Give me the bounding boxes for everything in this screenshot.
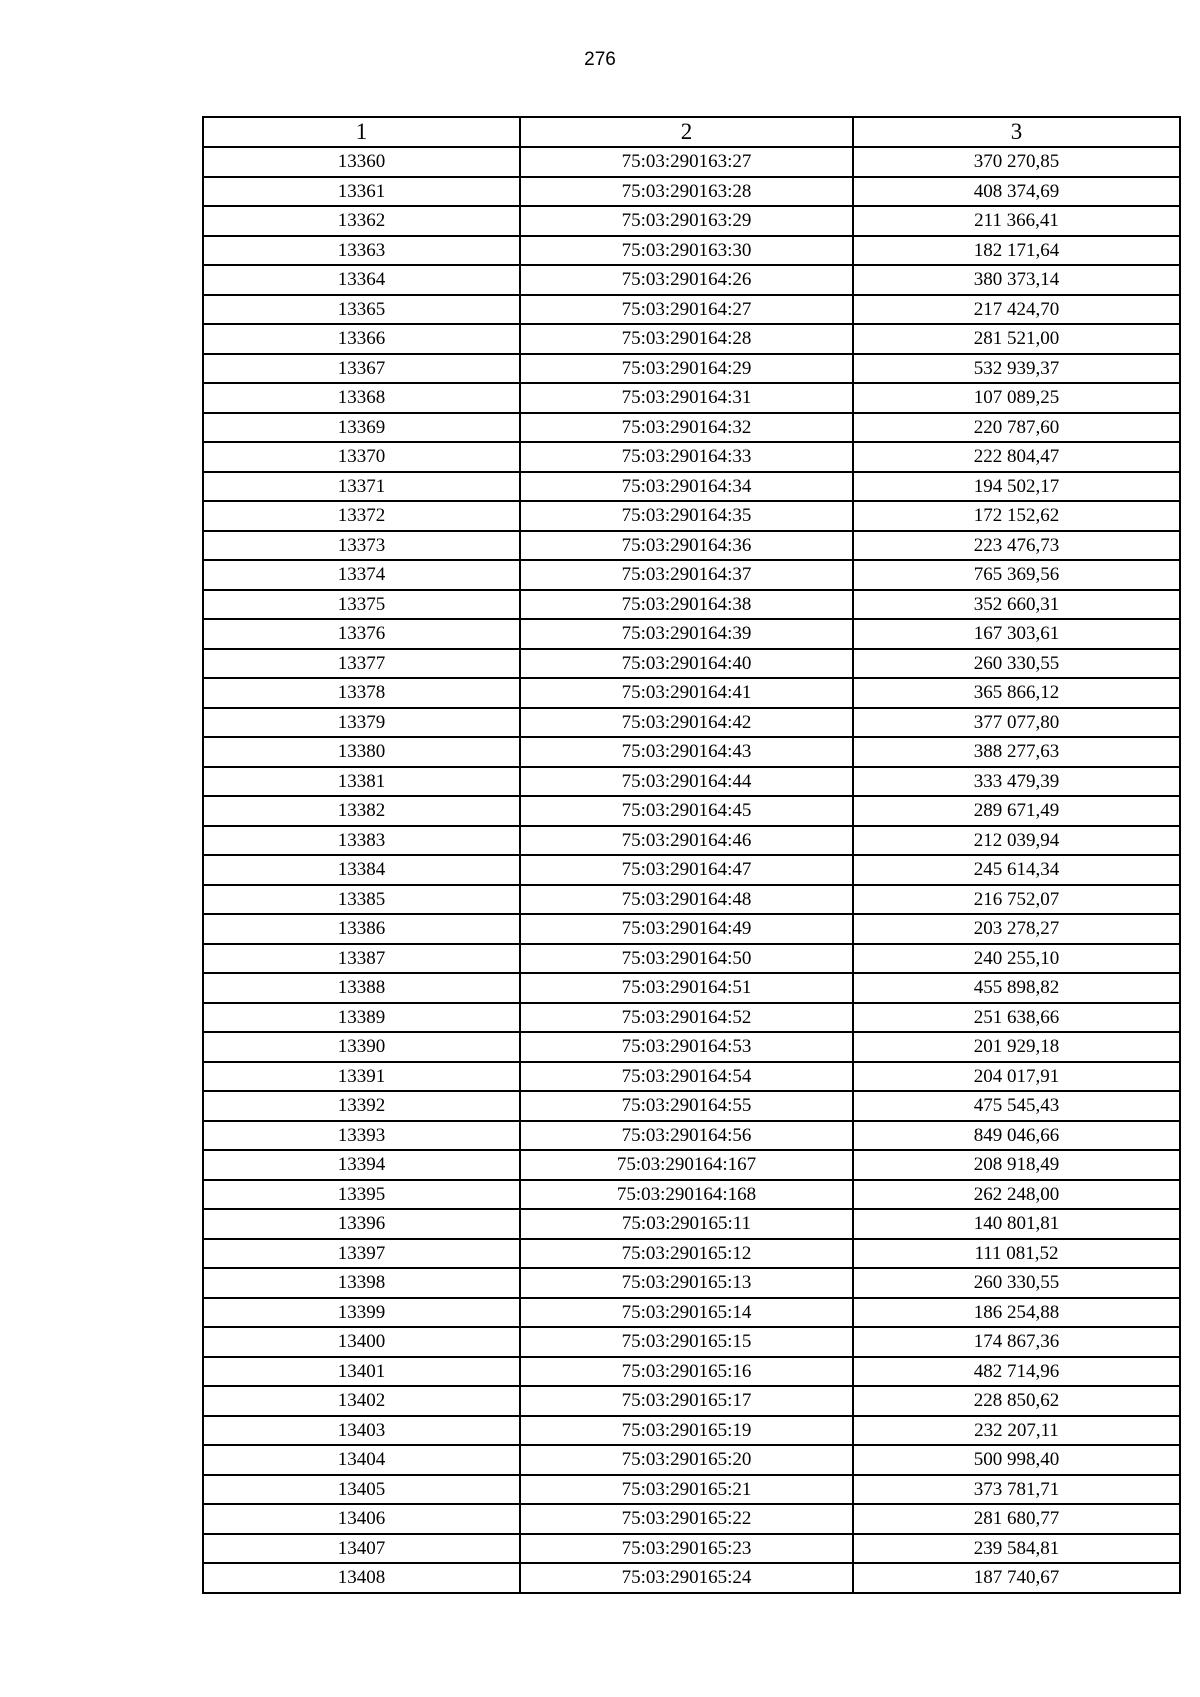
row-number-cell: 13375 [203,590,520,620]
table-row [203,619,1180,649]
table-row [203,767,1180,797]
cadastral-number-cell: 75:03:290163:30 [520,236,853,266]
table-row [203,177,1180,207]
value-cell: 455 898,82 [853,973,1180,1003]
row-number-cell: 13360 [203,147,520,177]
row-number-cell: 13408 [203,1563,520,1593]
table-row [203,1209,1180,1239]
table-row [203,1268,1180,1298]
table-row [203,1298,1180,1328]
value-cell: 182 171,64 [853,236,1180,266]
row-number-cell: 13404 [203,1445,520,1475]
cadastral-number-cell: 75:03:290164:46 [520,826,853,856]
table-row [203,1003,1180,1033]
row-number-cell: 13388 [203,973,520,1003]
value-cell: 232 207,11 [853,1416,1180,1446]
table-row [203,1239,1180,1269]
row-number-cell: 13397 [203,1239,520,1269]
row-number-cell: 13406 [203,1504,520,1534]
row-number-cell: 13376 [203,619,520,649]
cadastral-number-cell: 75:03:290164:32 [520,413,853,443]
cadastral-number-cell: 75:03:290164:33 [520,442,853,472]
table-row [203,1032,1180,1062]
cadastral-number-cell: 75:03:290164:167 [520,1150,853,1180]
table-row [203,265,1180,295]
cadastral-number-cell: 75:03:290165:23 [520,1534,853,1564]
value-cell: 370 270,85 [853,147,1180,177]
table-row [203,678,1180,708]
value-cell: 140 801,81 [853,1209,1180,1239]
row-number-cell: 13366 [203,324,520,354]
value-cell: 239 584,81 [853,1534,1180,1564]
row-number-cell: 13400 [203,1327,520,1357]
row-number-cell: 13382 [203,796,520,826]
table-row [203,560,1180,590]
cadastral-number-cell: 75:03:290164:39 [520,619,853,649]
value-cell: 373 781,71 [853,1475,1180,1505]
row-number-cell: 13372 [203,501,520,531]
cadastral-number-cell: 75:03:290165:15 [520,1327,853,1357]
cadastral-number-cell: 75:03:290165:11 [520,1209,853,1239]
table-row [203,1534,1180,1564]
value-cell: 204 017,91 [853,1062,1180,1092]
cadastral-number-cell: 75:03:290165:14 [520,1298,853,1328]
value-cell: 107 089,25 [853,383,1180,413]
table-row [203,590,1180,620]
table-row [203,1327,1180,1357]
cadastral-number-cell: 75:03:290164:41 [520,678,853,708]
table-row [203,472,1180,502]
cadastral-number-cell: 75:03:290164:28 [520,324,853,354]
value-cell: 211 366,41 [853,206,1180,236]
row-number-cell: 13368 [203,383,520,413]
cadastral-number-cell: 75:03:290165:17 [520,1386,853,1416]
row-number-cell: 13371 [203,472,520,502]
value-cell: 187 740,67 [853,1563,1180,1593]
row-number-cell: 13394 [203,1150,520,1180]
row-number-cell: 13405 [203,1475,520,1505]
value-cell: 194 502,17 [853,472,1180,502]
value-cell: 380 373,14 [853,265,1180,295]
table-row [203,885,1180,915]
value-cell: 216 752,07 [853,885,1180,915]
value-cell: 377 077,80 [853,708,1180,738]
value-cell: 388 277,63 [853,737,1180,767]
cadastral-number-cell: 75:03:290165:13 [520,1268,853,1298]
row-number-cell: 13390 [203,1032,520,1062]
cadastral-number-cell: 75:03:290164:47 [520,855,853,885]
cadastral-number-cell: 75:03:290164:29 [520,354,853,384]
row-number-cell: 13399 [203,1298,520,1328]
cadastral-number-cell: 75:03:290164:36 [520,531,853,561]
cadastral-number-cell: 75:03:290164:45 [520,796,853,826]
row-number-cell: 13362 [203,206,520,236]
value-cell: 203 278,27 [853,914,1180,944]
cadastral-number-cell: 75:03:290163:29 [520,206,853,236]
value-cell: 352 660,31 [853,590,1180,620]
row-number-cell: 13387 [203,944,520,974]
table-row [203,1091,1180,1121]
table-row [203,236,1180,266]
value-cell: 849 046,66 [853,1121,1180,1151]
cadastral-number-cell: 75:03:290164:168 [520,1180,853,1210]
cadastral-number-cell: 75:03:290164:35 [520,501,853,531]
table-row [203,1150,1180,1180]
cadastral-number-cell: 75:03:290164:38 [520,590,853,620]
value-cell: 228 850,62 [853,1386,1180,1416]
value-cell: 281 521,00 [853,324,1180,354]
cadastral-number-cell: 75:03:290165:12 [520,1239,853,1269]
table-row [203,826,1180,856]
row-number-cell: 13361 [203,177,520,207]
value-cell: 262 248,00 [853,1180,1180,1210]
table-row [203,1475,1180,1505]
row-number-cell: 13398 [203,1268,520,1298]
value-cell: 217 424,70 [853,295,1180,325]
cadastral-number-cell: 75:03:290164:31 [520,383,853,413]
value-cell: 500 998,40 [853,1445,1180,1475]
cadastral-number-cell: 75:03:290164:40 [520,649,853,679]
table-body [203,147,1180,1593]
row-number-cell: 13380 [203,737,520,767]
cadastral-number-cell: 75:03:290164:54 [520,1062,853,1092]
value-cell: 365 866,12 [853,678,1180,708]
value-cell: 208 918,49 [853,1150,1180,1180]
row-number-cell: 13370 [203,442,520,472]
cadastral-number-cell: 75:03:290163:27 [520,147,853,177]
table-row [203,1357,1180,1387]
cadastral-number-cell: 75:03:290164:37 [520,560,853,590]
cadastral-number-cell: 75:03:290164:49 [520,914,853,944]
value-cell: 240 255,10 [853,944,1180,974]
row-number-cell: 13386 [203,914,520,944]
cadastral-number-cell: 75:03:290164:56 [520,1121,853,1151]
cadastral-number-cell: 75:03:290164:50 [520,944,853,974]
cadastral-number-cell: 75:03:290164:51 [520,973,853,1003]
cadastral-number-cell: 75:03:290164:34 [520,472,853,502]
table-row [203,1121,1180,1151]
table-row [203,944,1180,974]
cadastral-number-cell: 75:03:290164:48 [520,885,853,915]
cadastral-number-cell: 75:03:290164:26 [520,265,853,295]
table-row [203,531,1180,561]
value-cell: 223 476,73 [853,531,1180,561]
table-row [203,796,1180,826]
value-cell: 186 254,88 [853,1298,1180,1328]
row-number-cell: 13385 [203,885,520,915]
table-row [203,206,1180,236]
cadastral-number-cell: 75:03:290163:28 [520,177,853,207]
value-cell: 251 638,66 [853,1003,1180,1033]
row-number-cell: 13367 [203,354,520,384]
table-row [203,1386,1180,1416]
row-number-cell: 13407 [203,1534,520,1564]
value-cell: 201 929,18 [853,1032,1180,1062]
value-cell: 482 714,96 [853,1357,1180,1387]
table-row [203,324,1180,354]
value-cell: 408 374,69 [853,177,1180,207]
row-number-cell: 13393 [203,1121,520,1151]
table-row [203,1416,1180,1446]
row-number-cell: 13369 [203,413,520,443]
value-cell: 475 545,43 [853,1091,1180,1121]
data-table [202,116,1181,1594]
table-row [203,1563,1180,1593]
row-number-cell: 13373 [203,531,520,561]
cadastral-number-cell: 75:03:290165:20 [520,1445,853,1475]
value-cell: 172 152,62 [853,501,1180,531]
value-cell: 260 330,55 [853,1268,1180,1298]
cadastral-number-cell: 75:03:290164:52 [520,1003,853,1033]
table-row [203,147,1180,177]
row-number-cell: 13363 [203,236,520,266]
cadastral-number-cell: 75:03:290165:19 [520,1416,853,1446]
column-header-1: 1 [203,117,520,147]
table-header [203,117,1180,147]
table-row [203,1062,1180,1092]
row-number-cell: 13389 [203,1003,520,1033]
table-row [203,295,1180,325]
row-number-cell: 13377 [203,649,520,679]
value-cell: 532 939,37 [853,354,1180,384]
value-cell: 333 479,39 [853,767,1180,797]
value-cell: 212 039,94 [853,826,1180,856]
column-header-2: 2 [520,117,853,147]
cadastral-number-cell: 75:03:290164:55 [520,1091,853,1121]
value-cell: 174 867,36 [853,1327,1180,1357]
row-number-cell: 13396 [203,1209,520,1239]
table-row [203,501,1180,531]
row-number-cell: 13374 [203,560,520,590]
row-number-cell: 13364 [203,265,520,295]
table-row [203,973,1180,1003]
page-number: 276 [584,49,616,70]
row-number-cell: 13392 [203,1091,520,1121]
row-number-cell: 13384 [203,855,520,885]
table-row [203,855,1180,885]
cadastral-number-cell: 75:03:290164:42 [520,708,853,738]
row-number-cell: 13402 [203,1386,520,1416]
value-cell: 260 330,55 [853,649,1180,679]
row-number-cell: 13403 [203,1416,520,1446]
value-cell: 289 671,49 [853,796,1180,826]
value-cell: 111 081,52 [853,1239,1180,1269]
row-number-cell: 13381 [203,767,520,797]
table-row [203,708,1180,738]
table-row [203,354,1180,384]
cadastral-number-cell: 75:03:290165:22 [520,1504,853,1534]
row-number-cell: 13365 [203,295,520,325]
value-cell: 222 804,47 [853,442,1180,472]
table-row [203,383,1180,413]
row-number-cell: 13401 [203,1357,520,1387]
cadastral-number-cell: 75:03:290164:27 [520,295,853,325]
row-number-cell: 13379 [203,708,520,738]
column-header-3: 3 [853,117,1180,147]
table-row [203,1445,1180,1475]
table-row [203,649,1180,679]
table-row [203,442,1180,472]
cadastral-number-cell: 75:03:290165:21 [520,1475,853,1505]
row-number-cell: 13383 [203,826,520,856]
table-row [203,413,1180,443]
table-row [203,1180,1180,1210]
value-cell: 220 787,60 [853,413,1180,443]
cadastral-number-cell: 75:03:290164:53 [520,1032,853,1062]
row-number-cell: 13391 [203,1062,520,1092]
row-number-cell: 13395 [203,1180,520,1210]
cadastral-number-cell: 75:03:290164:44 [520,767,853,797]
row-number-cell: 13378 [203,678,520,708]
value-cell: 281 680,77 [853,1504,1180,1534]
table-row [203,737,1180,767]
table-row [203,914,1180,944]
value-cell: 167 303,61 [853,619,1180,649]
cadastral-number-cell: 75:03:290164:43 [520,737,853,767]
cadastral-number-cell: 75:03:290165:16 [520,1357,853,1387]
value-cell: 765 369,56 [853,560,1180,590]
table-row [203,1504,1180,1534]
value-cell: 245 614,34 [853,855,1180,885]
header-row [203,117,1180,147]
cadastral-number-cell: 75:03:290165:24 [520,1563,853,1593]
